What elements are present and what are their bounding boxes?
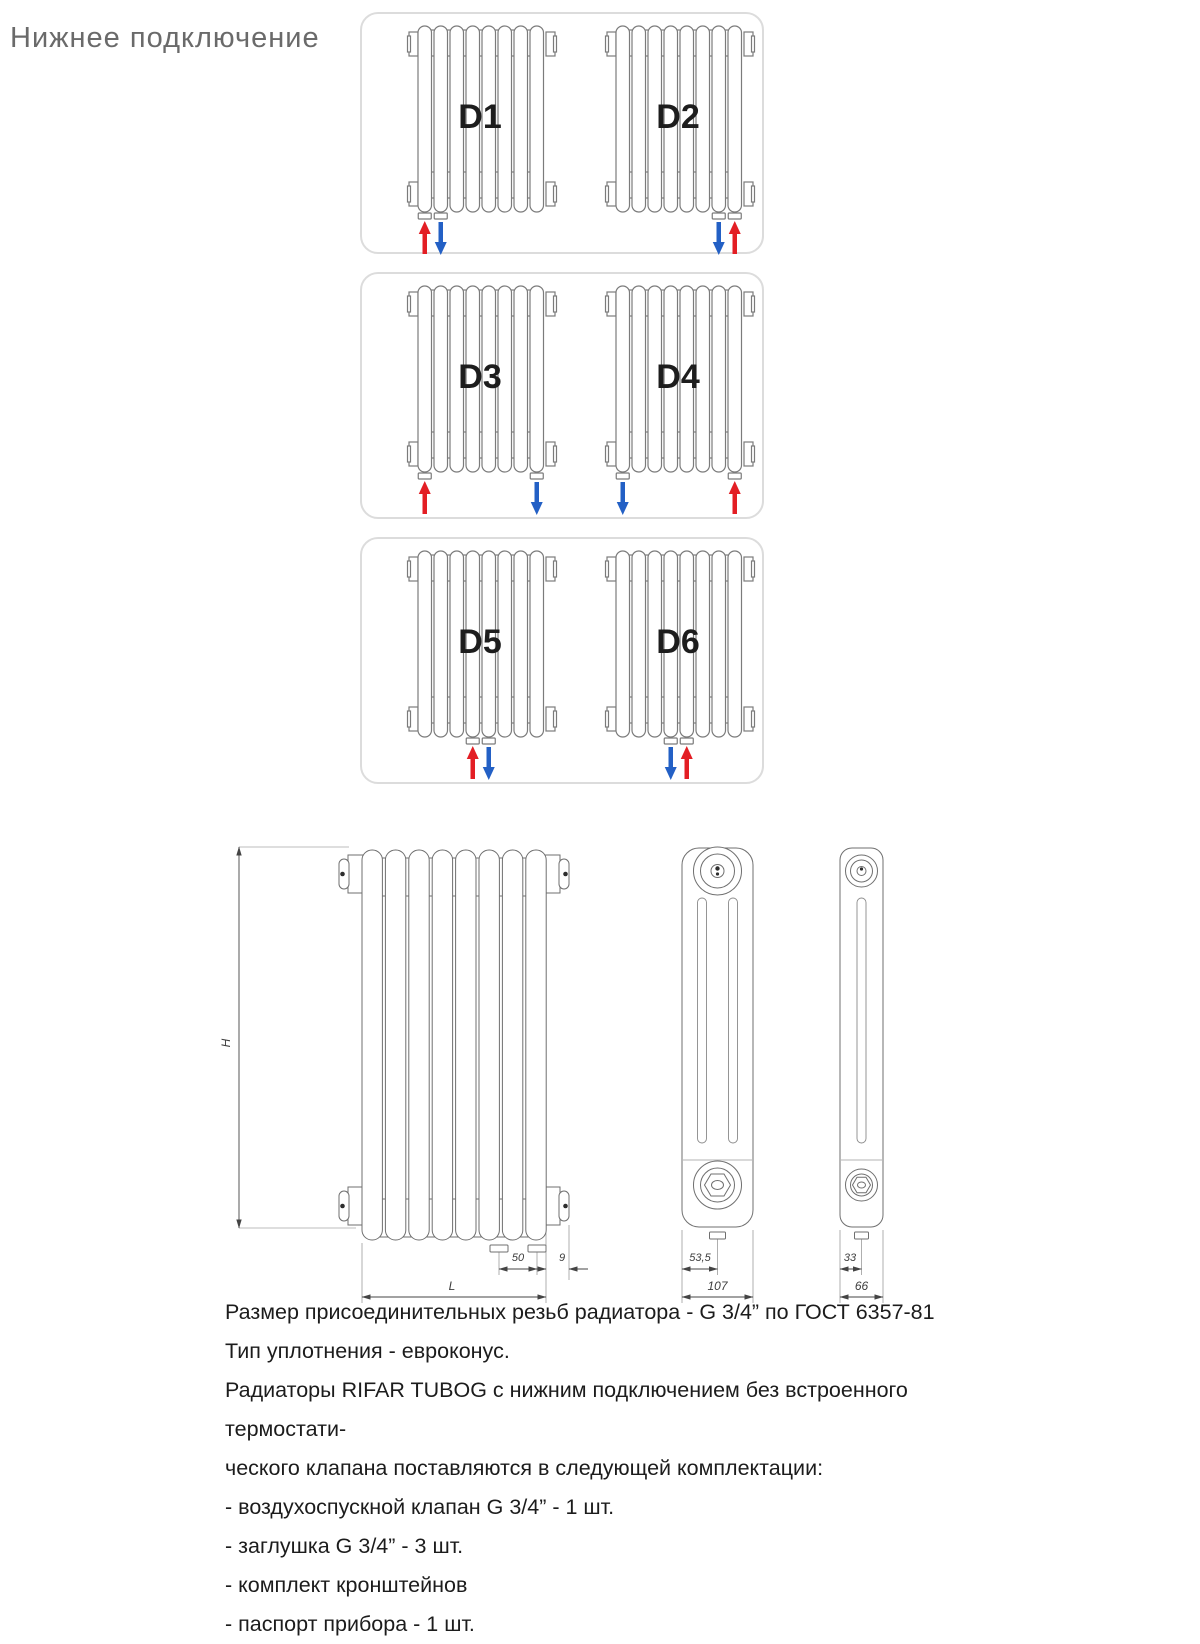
scheme-d1 (407, 16, 557, 258)
supply-arrow-up-icon (419, 481, 431, 514)
dim-33-label: 33 (843, 1252, 857, 1264)
note-line: - заглушка G 3/4” - 3 шт. (225, 1534, 464, 1558)
dim-height (219, 847, 356, 1228)
side-view-66 (840, 848, 883, 1303)
note-line: - паспорт прибора - 1 шт. (225, 1612, 475, 1636)
side-view-107 (682, 847, 753, 1303)
return-arrow-down-icon (435, 222, 447, 255)
scheme-d6 (605, 541, 755, 783)
front-view (219, 847, 588, 1303)
notes-block (225, 1293, 975, 1644)
scheme-d5 (407, 541, 557, 783)
scheme-d4 (605, 276, 755, 518)
note-line: Размер присоединительных резьб радиатора - G 3/4” по ГОСТ 6357-81 (225, 1300, 935, 1324)
dim-66-label: 66 (854, 1279, 869, 1293)
supply-arrow-up-icon (419, 221, 431, 254)
dim-length-label: L (448, 1279, 456, 1293)
return-arrow-down-icon (665, 747, 677, 780)
dim-stub-pitch (499, 1252, 537, 1269)
supply-arrow-up-icon (729, 221, 741, 254)
return-stub (616, 473, 629, 479)
return-arrow-down-icon (617, 482, 629, 515)
supply-arrow-up-icon (681, 746, 693, 779)
supply-stub (728, 473, 741, 479)
supply-stub (728, 213, 741, 219)
supply-arrow-up-icon (467, 746, 479, 779)
return-stub (664, 738, 677, 744)
note-line: Тип уплотнения - евроконус. (225, 1339, 510, 1363)
return-stub (434, 213, 447, 219)
connection-box-d1-d2 (360, 12, 764, 254)
scheme-label: D4 (656, 358, 700, 396)
radiator-scheme-drawing (407, 16, 557, 258)
return-arrow-down-icon (531, 482, 543, 515)
page-title: Нижнее подключение (10, 22, 320, 54)
supply-arrow-up-icon (729, 481, 741, 514)
radiator-scheme-drawing (407, 276, 557, 518)
note-line: - воздухоспускной клапан G 3/4” - 1 шт. (225, 1495, 615, 1519)
dim-107-label: 107 (707, 1279, 728, 1293)
dim-9-label: 9 (558, 1252, 566, 1264)
supply-stub (418, 473, 431, 479)
scheme-d2 (605, 16, 755, 258)
scheme-label: D2 (656, 98, 700, 136)
return-stub (530, 473, 543, 479)
note-line: ческого клапана поставляются в следующей комплектации: (225, 1456, 824, 1480)
note-line: Радиаторы RIFAR TUBOG с нижним подключением без встроенного термостати- (225, 1378, 908, 1441)
scheme-label: D3 (458, 358, 502, 396)
note-line: - комплект кронштейнов (225, 1573, 468, 1597)
scheme-label: D6 (656, 623, 700, 661)
technical-drawing (150, 795, 910, 1315)
scheme-label: D5 (458, 623, 502, 661)
supply-stub (466, 738, 479, 744)
return-stub (482, 738, 495, 744)
dim-50-label: 50 (511, 1252, 525, 1264)
return-arrow-down-icon (713, 222, 725, 255)
radiator-scheme-drawing (605, 16, 755, 258)
scheme-d3 (407, 276, 557, 518)
connection-box-d5-d6 (360, 537, 764, 784)
return-stub (712, 213, 725, 219)
radiator-scheme-drawing (605, 276, 755, 518)
radiator-tubes (362, 850, 546, 1240)
radiator-scheme-drawing (407, 541, 557, 783)
connection-box-d3-d4 (360, 272, 764, 519)
scheme-label: D1 (458, 98, 502, 136)
dim-height-label: H (219, 1038, 233, 1048)
radiator-scheme-drawing (605, 541, 755, 783)
supply-stub (680, 738, 693, 744)
supply-stub (418, 213, 431, 219)
dim-53-5-label: 53,5 (689, 1252, 711, 1264)
return-arrow-down-icon (483, 747, 495, 780)
